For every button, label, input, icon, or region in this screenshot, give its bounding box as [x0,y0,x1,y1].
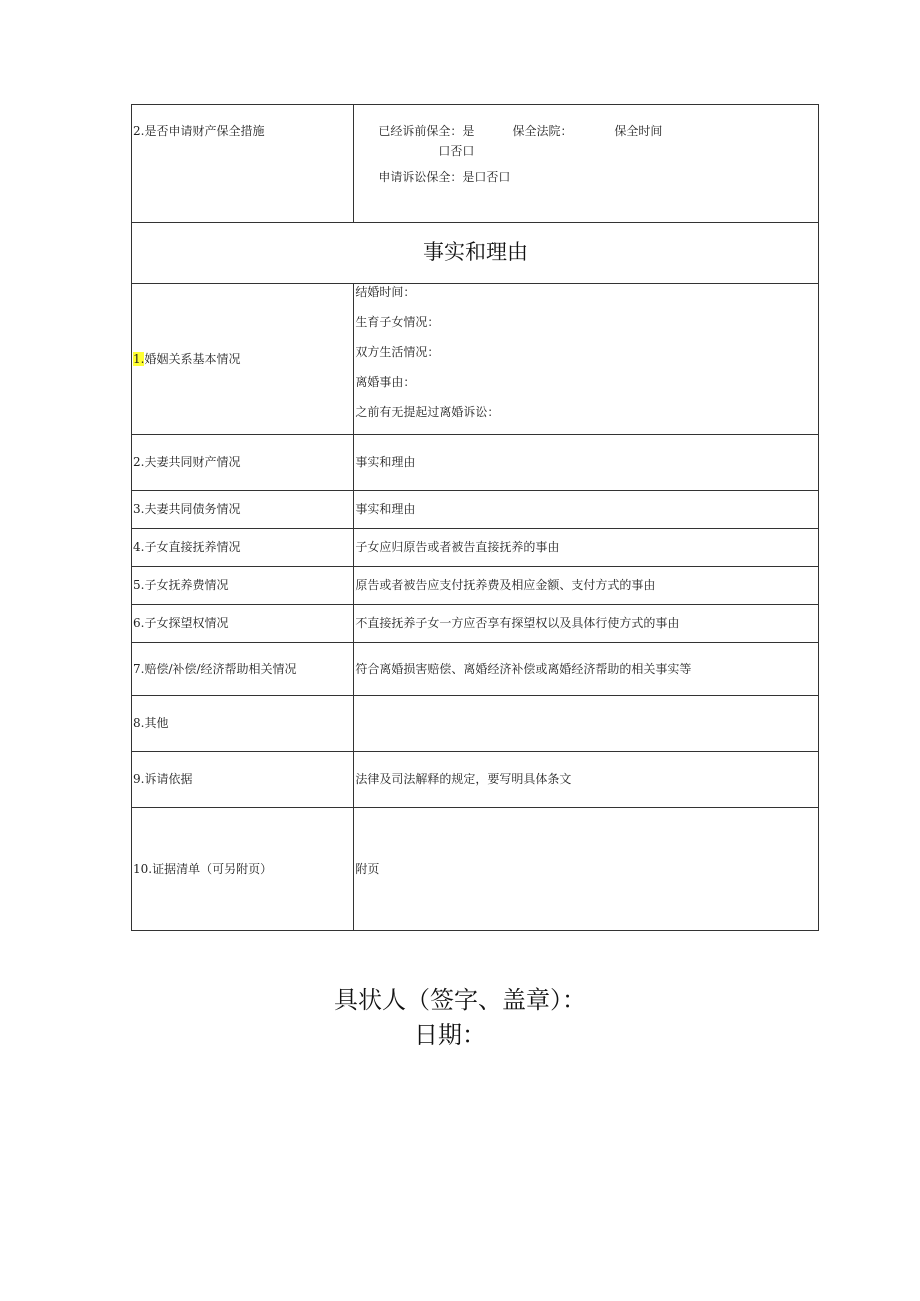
marriage-content [354,284,819,435]
row-content: 符合离婚损害赔偿、离婚经济补偿或离婚经济帮助的相关事实等 [354,643,819,696]
table-row [132,643,819,696]
row-label: 9.诉请依据 [132,752,354,808]
row-content: 事实和理由 [354,435,819,491]
row-content: 子女应归原告或者被告直接抚养的事由 [354,529,819,567]
row-content: 不直接抚养子女一方应否享有探望权以及具体行使方式的事由 [354,605,819,643]
table-row [132,696,819,752]
property-preservation-row [132,105,819,223]
section-heading-row [132,223,819,284]
row-label: 7.赔偿/补偿/经济帮助相关情况 [132,643,354,696]
marriage-row [132,284,819,435]
row-label: 10.证据清单（可另附页） [132,808,354,931]
table-row [132,567,819,605]
section-heading: 事实和理由 [132,223,819,284]
table-row [132,491,819,529]
row-label: 3.夫妻共同债务情况 [132,491,354,529]
complaint-form-table [131,104,819,931]
property-preservation-label: 2.是否申请财产保全措施 [132,105,354,223]
row-content: 附页 [354,808,819,931]
property-preservation-content [354,105,819,223]
marriage-item-living: 双方生活情况： [355,345,440,359]
table-row [132,529,819,567]
row-label: 8.其他 [132,696,354,752]
table-row [132,605,819,643]
pre-litigation-preservation-line: 已经诉前保全：是 保全法院： 保全时间 [378,124,663,138]
marriage-label-text: 婚姻关系基本情况 [144,351,241,366]
row-label: 5.子女抚养费情况 [132,567,354,605]
row-content: 法律及司法解释的规定，要写明具体条文 [354,752,819,808]
row-label: 2.夫妻共同财产情况 [132,435,354,491]
marriage-item-reason: 离婚事由： [355,375,416,389]
signature-line: 具状人（签字、盖章）： [334,986,586,1014]
row-content: 原告或者被告应支付抚养费及相应金额、支付方式的事由 [354,567,819,605]
pre-litigation-options: 口否口 [438,144,475,159]
litigation-preservation-line: 申请诉讼保全：是口否口 [378,169,511,184]
table-row [132,752,819,808]
date-line: 日期： [414,1021,486,1049]
marriage-label-number: 1. [133,351,145,366]
marriage-item-previous-suit: 之前有无提起过离婚诉讼： [355,405,500,419]
row-content [354,696,819,752]
table-row [132,808,819,931]
table-row [132,435,819,491]
row-label: 6.子女探望权情况 [132,605,354,643]
marriage-item-children: 生育子女情况： [355,315,440,329]
marriage-label [132,284,354,435]
marriage-item-date: 结婚时间： [355,285,416,299]
row-content: 事实和理由 [354,491,819,529]
row-label: 4.子女直接抚养情况 [132,529,354,567]
